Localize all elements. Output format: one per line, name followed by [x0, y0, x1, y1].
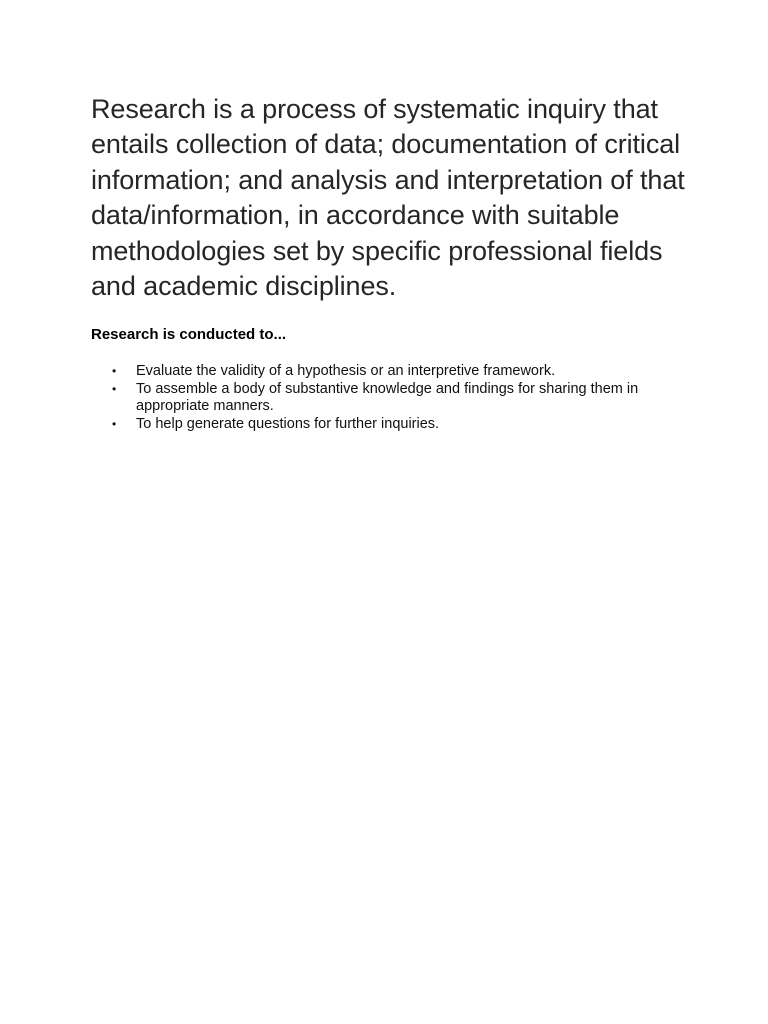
list-item-text: To help generate questions for further inquiries. — [136, 415, 440, 432]
list-item-text: To assemble a body of substantive knowledge and findings for sharing them in appropriate manners. — [136, 380, 639, 415]
list-item — [91, 363, 691, 381]
document-content — [91, 92, 691, 433]
section-subheading: Research is conducted to... — [91, 326, 287, 344]
list-item — [91, 416, 691, 434]
intro-paragraph: Research is a process of systematic inquiry that entails collection of data; documentation of critical information; and analysis and interpretation of that data/information, in accordance with suitable methodologies set by specific professional fields and academic disciplines. — [91, 94, 685, 302]
bullet-list — [91, 363, 691, 433]
list-item-text: Evaluate the validity of a hypothesis or an interpretive framework. — [136, 363, 556, 380]
bullet-icon: • — [112, 416, 117, 431]
bullet-icon: • — [112, 364, 117, 379]
list-item — [91, 381, 691, 416]
bullet-icon: • — [112, 381, 117, 396]
